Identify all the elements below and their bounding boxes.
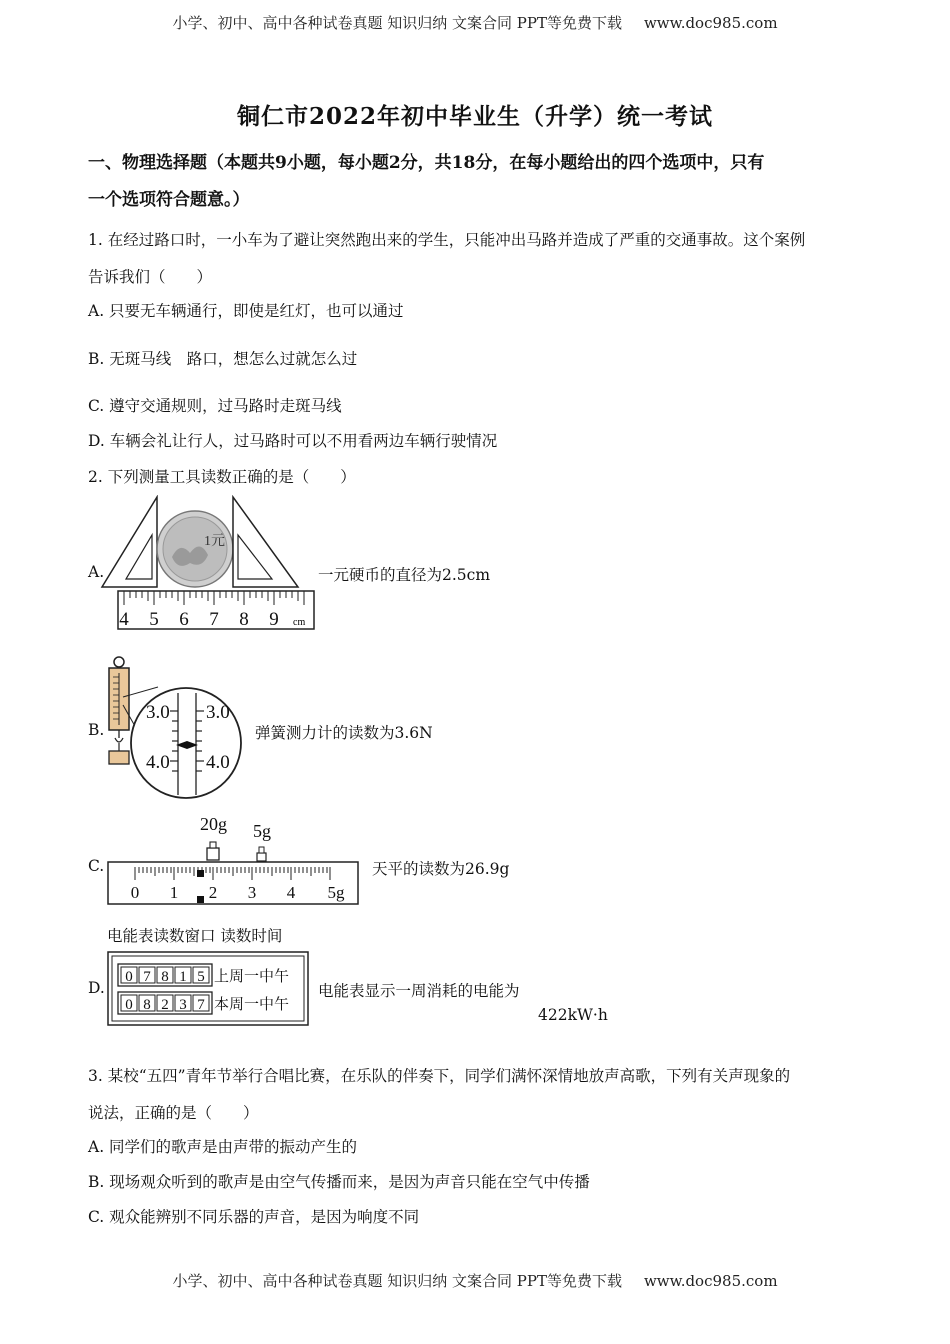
beam-tick-label: 0 — [130, 883, 140, 902]
meter-digit: 7 — [143, 969, 151, 985]
scale-bottom-right-label: 4.0 — [206, 752, 230, 773]
header-text: 小学、初中、高中各种试卷真题 知识归纳 文案合同 PPT等免费下载 — [172, 14, 622, 32]
scale-top-left-label: 3.0 — [146, 702, 170, 723]
ruler-tick-label: 5 — [149, 609, 159, 630]
q2-option-b-text[interactable]: 弹簧测力计的读数为3.6N — [255, 724, 433, 742]
q2-option-d-text[interactable]: 电能表显示一周消耗的电能为 — [318, 982, 520, 1000]
meter-digit: 2 — [161, 997, 169, 1013]
balance-beam-figure — [100, 812, 365, 907]
ruler-tick-label: 7 — [209, 609, 219, 630]
q2-option-c-label[interactable]: C. — [88, 857, 105, 875]
hanging-weight — [109, 751, 129, 764]
meter-row-1-time: 上周一中午 — [214, 969, 290, 985]
meter-digit: 0 — [125, 997, 133, 1013]
meter-row-2-time: 本周一中午 — [214, 997, 290, 1013]
page-header — [0, 12, 950, 33]
section-heading-line-2: 一个选项符合题意。） — [88, 190, 250, 210]
footer-site-link[interactable]: www.doc985.com — [643, 1272, 778, 1290]
meter-digit: 7 — [197, 997, 205, 1013]
meter-digit: 5 — [197, 969, 205, 985]
q2-option-d-caption: 电能表读数窗口 读数时间 — [107, 927, 283, 945]
footer-text: 小学、初中、高中各种试卷真题 知识归纳 文案合同 PPT等免费下载 — [172, 1272, 622, 1290]
section-heading-line-1: 一、物理选择题（本题共9小题，每小题2分，共18分，在每小题给出的四个选项中，只有 — [88, 153, 765, 173]
section-heading — [88, 145, 878, 219]
q2-option-b-label[interactable]: B. — [88, 721, 105, 739]
q2-stem: 2. 下列测量工具读数正确的是（ ） — [88, 468, 356, 486]
weight-20g-label: 20g — [200, 814, 227, 834]
ruler-tick-label: 4 — [119, 609, 129, 630]
spring-scale-figure — [100, 655, 250, 800]
beam-tick-label: 3 — [247, 883, 257, 902]
beam-tick-label: 4 — [286, 883, 296, 902]
meter-digit: 8 — [161, 969, 169, 985]
ruler-tick-label: 6 — [179, 609, 189, 630]
q2-option-a-label[interactable]: A. — [88, 563, 105, 581]
weight-20g-icon — [207, 848, 219, 860]
ruler-unit: cm — [293, 617, 306, 628]
q3-option-a[interactable]: A. 同学们的歌声是由声带的振动产生的 — [88, 1138, 358, 1156]
q1-option-a[interactable]: A. 只要无车辆通行，即使是红灯，也可以通过 — [88, 302, 404, 320]
header-site-link[interactable]: www.doc985.com — [643, 14, 778, 32]
weight-5g-label: 5g — [253, 821, 271, 841]
q2-option-a-text[interactable]: 一元硬币的直径为2.5cm — [318, 566, 491, 584]
beam-tick-label: 5g — [327, 883, 345, 902]
coin-face-text: 1元 — [204, 534, 225, 549]
ruler-tick-label: 9 — [269, 609, 279, 630]
page-title: 铜仁市2022年初中毕业生（升学）统一考试 — [236, 103, 713, 130]
scale-top-right-label: 3.0 — [206, 702, 230, 723]
page-footer — [0, 1270, 950, 1291]
scale-bottom-left-label: 4.0 — [146, 752, 170, 773]
q3-stem-line-1: 3. 某校“五四”青年节举行合唱比赛，在乐队的伴奏下，同学们满怀深情地放声高歌，下列有关声现象的 — [88, 1067, 791, 1085]
q1-stem-line-1: 1. 在经过路口时，一小车为了避让突然跑出来的学生，只能冲出马路并造成了严重的交通事故。这个案例 — [88, 231, 806, 249]
energy-meter-figure — [106, 950, 311, 1028]
meter-digit: 8 — [143, 997, 151, 1013]
rider-top-icon — [197, 870, 204, 877]
q1-option-d[interactable]: D. 车辆会礼让行人，过马路时可以不用看两边车辆行驶情况 — [88, 432, 498, 450]
q3-option-c[interactable]: C. 观众能辨别不同乐器的声音，是因为响度不同 — [88, 1208, 420, 1226]
meter-digit: 1 — [179, 969, 187, 985]
meter-digit: 0 — [125, 969, 133, 985]
meter-digit: 3 — [179, 997, 187, 1013]
q1-stem-line-2: 告诉我们（ ） — [88, 268, 213, 286]
q1-option-c[interactable]: C. 遵守交通规则，过马路时走斑马线 — [88, 397, 342, 415]
coin-ruler-figure — [100, 495, 320, 633]
q1-option-b[interactable]: B. 无斑马线 路口，想怎么过就怎么过 — [88, 350, 358, 368]
q2-option-d-value: 422kW·h — [538, 1006, 608, 1024]
beam-tick-label: 2 — [208, 883, 218, 902]
ruler-tick-label: 8 — [239, 609, 249, 630]
weight-5g-icon — [257, 853, 266, 861]
q3-stem-line-2: 说法，正确的是（ ） — [88, 1104, 259, 1122]
beam-tick-label: 1 — [169, 883, 179, 902]
rider-bottom-icon — [197, 896, 204, 903]
q3-option-b[interactable]: B. 现场观众听到的歌声是由空气传播而来，是因为声音只能在空气中传播 — [88, 1173, 590, 1191]
q2-option-c-text[interactable]: 天平的读数为26.9g — [372, 860, 510, 878]
q2-option-d-label[interactable]: D. — [88, 979, 105, 997]
